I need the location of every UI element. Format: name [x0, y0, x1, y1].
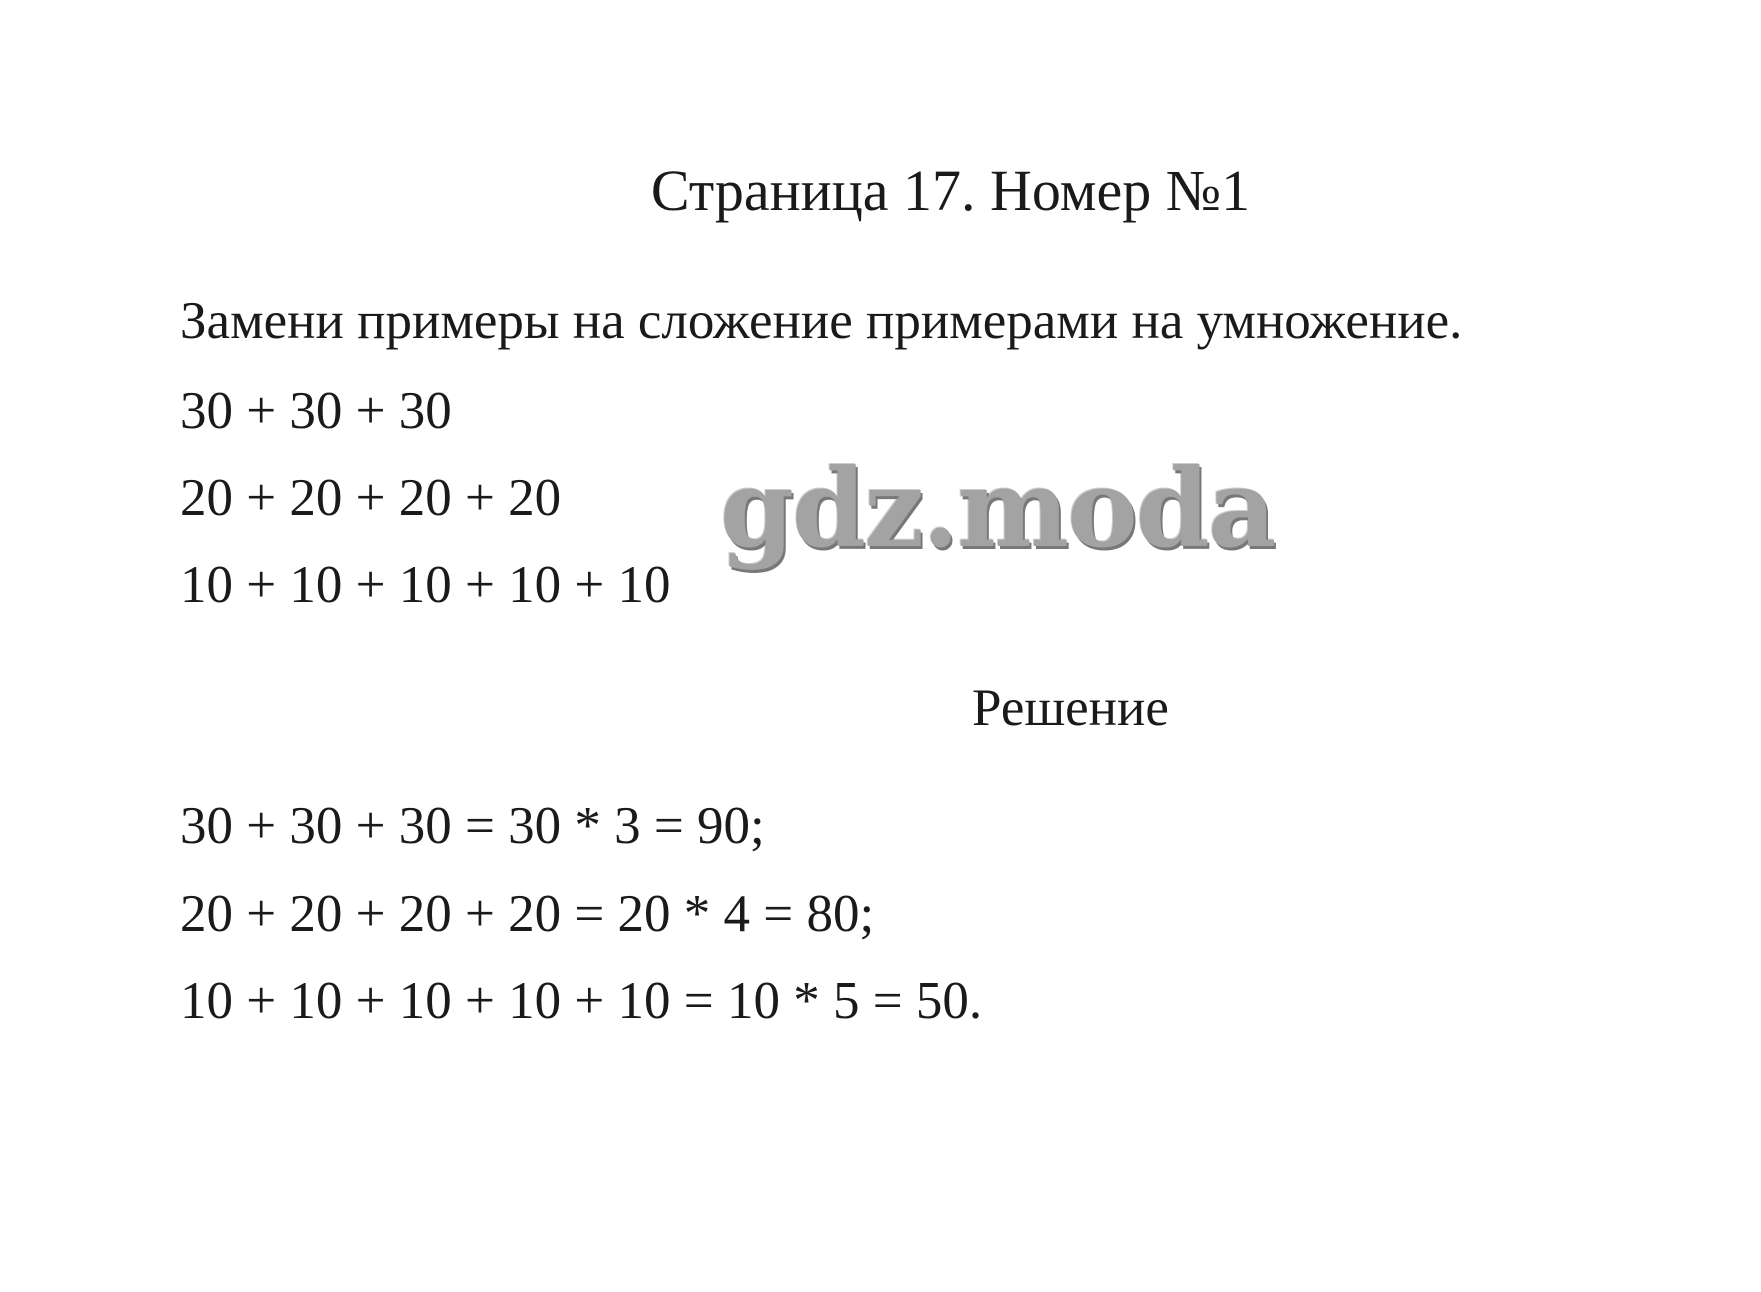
task-example: 10 + 10 + 10 + 10 + 10	[180, 556, 671, 614]
solution-line: 30 + 30 + 30 = 30 * 3 = 90;	[180, 797, 765, 855]
task-example: 30 + 30 + 30	[180, 382, 452, 440]
solution-line: 10 + 10 + 10 + 10 + 10 = 10 * 5 = 50.	[180, 972, 983, 1030]
task-instruction: Замени примеры на сложение примерами на умножение.	[180, 292, 1463, 350]
task-example: 20 + 20 + 20 + 20	[180, 469, 562, 527]
watermark-logo: gdz.moda	[720, 446, 1275, 572]
page-heading: Страница 17. Номер №1	[650, 158, 1251, 223]
solution-line: 20 + 20 + 20 + 20 = 20 * 4 = 80;	[180, 885, 875, 943]
solution-title: Решение	[972, 679, 1169, 737]
